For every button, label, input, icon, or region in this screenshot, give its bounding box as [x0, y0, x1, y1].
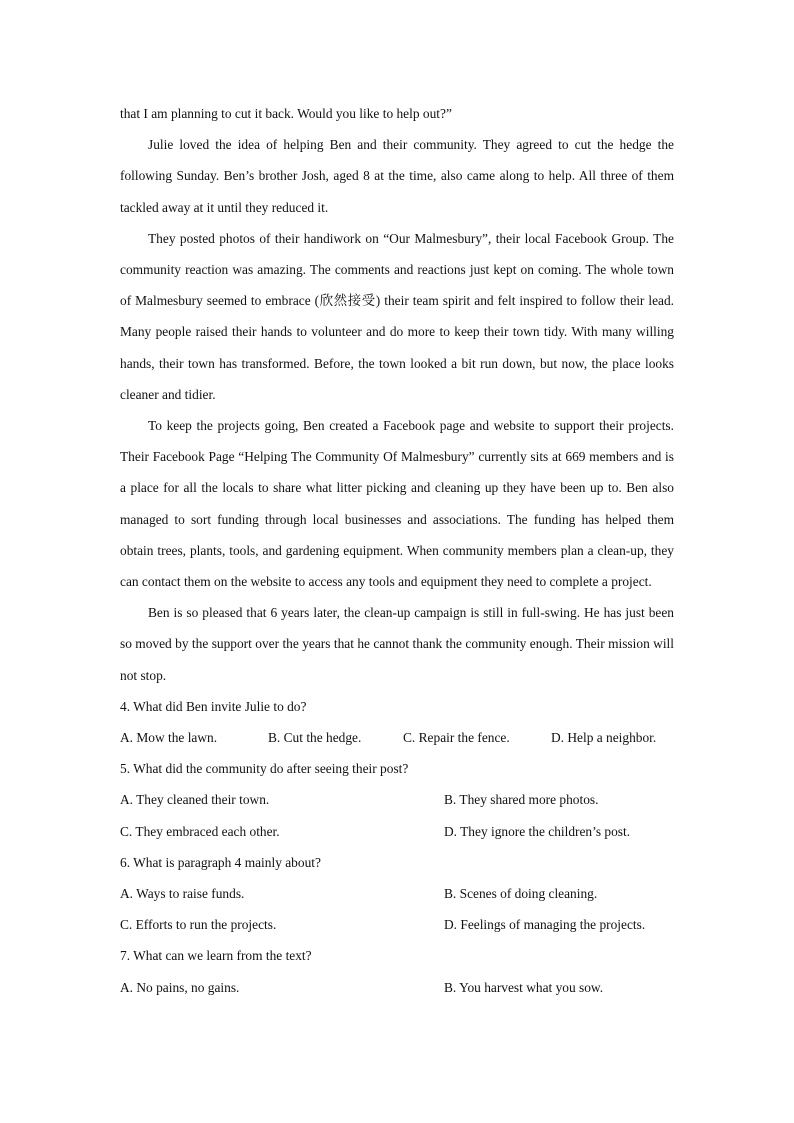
paragraph: They posted photos of their handiwork on “Our Malmesbury”, their local Facebook Group. The community reaction was amazing. The comments and reactions just kept on coming. The whole town of Malmesbury seemed to embrace (欣然接受) their team spirit and felt inspired to follow their lead. Many people raised their hands to volunteer and do more to keep their town tidy. With many willing hands, their town has transformed. Before, the town looked a bit run down, but now, the place looks cleaner and tidier. — [120, 230, 674, 402]
option-c: C. They embraced each other. — [120, 823, 280, 839]
option-c: C. Repair the fence. — [403, 730, 510, 746]
question-6: 6. What is paragraph 4 mainly about? — [120, 854, 321, 870]
question-7-options-row1 — [120, 972, 674, 1003]
option-b: B. Scenes of doing cleaning. — [444, 886, 598, 902]
question-6-options-row2 — [120, 909, 674, 940]
question-5-options-row2 — [120, 816, 674, 847]
paragraph: Julie loved the idea of helping Ben and their community. They agreed to cut the hedge the following Sunday. Ben’s brother Josh, aged 8 at the time, also came along to help. All three of them tackled away at it until they reduced it. — [120, 137, 674, 215]
option-d: D. Help a neighbor. — [551, 730, 657, 746]
question-6-options-row1 — [120, 878, 674, 909]
option-d: D. Feelings of managing the projects. — [444, 917, 646, 933]
document-page — [120, 98, 674, 1003]
paragraph: Ben is so pleased that 6 years later, the clean-up campaign is still in full-swing. He has just been so moved by the support over the years that he cannot thank the community enough. Their mission will not stop. — [120, 605, 674, 683]
paragraph: To keep the projects going, Ben created a Facebook page and website to support their projects. Their Facebook Page “Helping The Community Of Malmesbury” currently sits at 669 members and is a place for all the locals to share what litter picking and cleaning up they have been up to. Ben also managed to sort funding through local businesses and associations. The funding has helped them obtain trees, plants, tools, and gardening equipment. When community members plan a clean-up, they can contact them on the website to access any tools and equipment they need to complete a project. — [120, 418, 674, 590]
option-a: A. No pains, no gains. — [120, 979, 240, 995]
option-a: A. They cleaned their town. — [120, 792, 270, 808]
option-a: A. Mow the lawn. — [120, 730, 218, 746]
question-7: 7. What can we learn from the text? — [120, 948, 312, 964]
option-c: C. Efforts to run the projects. — [120, 917, 277, 933]
question-5-options-row1 — [120, 784, 674, 815]
option-b: B. Cut the hedge. — [268, 730, 362, 746]
option-d: D. They ignore the children’s post. — [444, 823, 631, 839]
question-4-options — [120, 722, 674, 753]
passage-line: that I am planning to cut it back. Would you like to help out?” — [120, 106, 452, 121]
question-4: 4. What did Ben invite Julie to do? — [120, 698, 307, 714]
question-5: 5. What did the community do after seeing their post? — [120, 761, 409, 777]
option-a: A. Ways to raise funds. — [120, 886, 245, 902]
option-b: B. You harvest what you sow. — [444, 979, 604, 995]
option-b: B. They shared more photos. — [444, 792, 599, 808]
